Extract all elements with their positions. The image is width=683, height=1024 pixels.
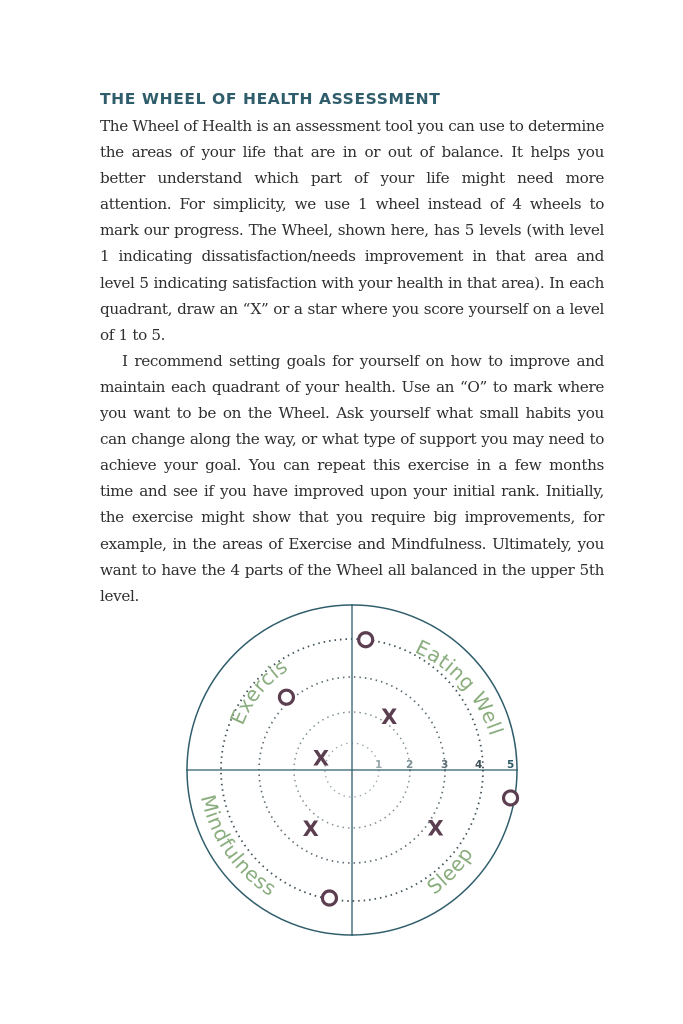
current-mark-sleep: X	[427, 816, 444, 841]
level-label-1: 1	[375, 759, 383, 771]
goal-mark-eating-well	[359, 633, 373, 647]
level-label-5: 5	[507, 759, 515, 771]
quadrant-label-mindfulness: Mindfulness	[195, 792, 281, 901]
quadrant-label-exercise: Exercise	[177, 583, 293, 729]
level-label-4: 4	[475, 759, 483, 771]
wheel-svg	[177, 583, 520, 938]
current-mark-mindfulness: X	[302, 816, 319, 841]
wheel-of-health-diagram	[177, 583, 520, 938]
article	[100, 88, 604, 609]
goal-mark-mindfulness	[322, 891, 336, 905]
level-label-3: 3	[441, 759, 449, 771]
current-mark-eating-well: X	[381, 704, 398, 729]
level-label-2: 2	[406, 759, 414, 771]
quadrant-label-eating-well: Eating Well	[411, 634, 509, 739]
paragraph-goals: I recommend setting goals for yourself on how to improve and maintain each quadrant of your health. Use an “O” to mark where you want to be on the Wheel. Ask yourself what small habits you can change along the way, or what type of support you may need to achieve your goal. You can repeat this exercise in a few months time and see if you have improved upon your initial rank. Initially, the exercise might show that you require big improvements, for example, in the areas of Exercise and Mindfulness. Ultimately, you want to have the 4 parts of the Wheel all balanced in the upper 5th level.	[100, 351, 604, 605]
goal-mark-exercise	[279, 690, 293, 704]
goal-mark-sleep	[504, 791, 518, 805]
article-heading: THE WHEEL OF HEALTH ASSESSMENT	[100, 90, 441, 108]
current-mark-exercise: X	[312, 746, 330, 771]
quadrant-label-sleep: Sleep	[422, 842, 478, 900]
paragraph-intro: The Wheel of Health is an assessment tool you can use to determine the areas of your life that are in or out of balance. It helps you better understand which part of your life might need more attention. For simplicity, we use 1 wheel instead of 4 wheels to mark our progress. The Wheel, shown here, has 5 levels (with level 1 indicating dissatisfaction/needs improvement in that area and level 5 indicating satisfaction with your health in that area). In each quadrant, draw an “X” or a star where you score yourself on a level of 1 to 5.	[100, 117, 604, 344]
